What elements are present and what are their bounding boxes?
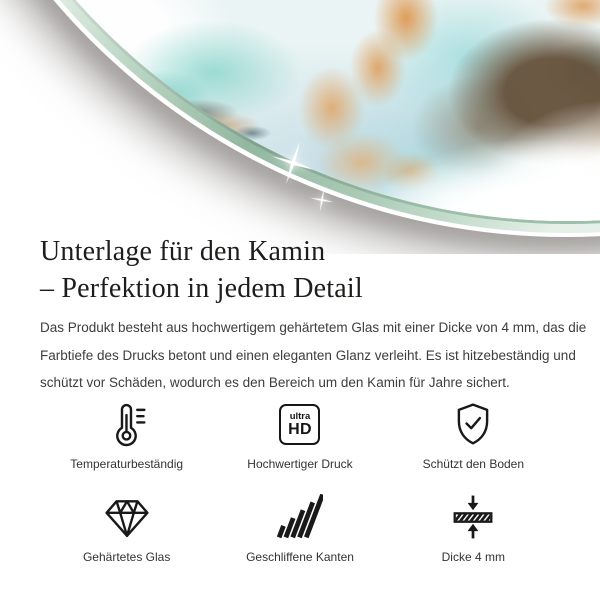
ultra-hd-icon: [279, 401, 320, 448]
sparkle-icon: [308, 186, 336, 214]
page-title: [40, 233, 560, 307]
diamond-icon: [104, 494, 150, 541]
page-title-line1: Unterlage für den Kamin: [40, 236, 326, 267]
ultra-hd-icon-text-bottom: HD: [288, 420, 312, 438]
product-image: [0, 0, 600, 230]
feature-polished-edges: [213, 494, 386, 565]
feature-label: Gehärtetes Glas: [82, 549, 171, 564]
polished-edges-icon: [277, 494, 323, 541]
feature-grid: [40, 401, 560, 565]
feature-label: Dicke 4 mm: [441, 549, 505, 564]
product-description-text: [40, 314, 587, 397]
shield-check-icon: [450, 401, 496, 448]
feature-label: Geschliffene Kanten: [246, 549, 354, 564]
feature-label: Hochwertiger Druck: [247, 456, 353, 471]
thickness-arrows-icon: [450, 494, 496, 541]
description-line: Das Produkt besteht aus hochwertigem gehärtetem Glas mit einer Dicke von 4 mm, das die: [40, 320, 587, 335]
feature-thickness-4mm: [387, 494, 560, 565]
feature-label: Schützt den Boden: [422, 456, 525, 471]
feature-label: Temperaturbeständig: [70, 456, 184, 471]
product-image-clip: [0, 0, 600, 254]
description-line: Farbtiefe des Drucks betont und einen eleganten Glanz verleiht. Es ist hitzebeständig und: [40, 347, 576, 363]
feature-tempered-glass: [40, 494, 213, 565]
description-line: schützt vor Schäden, wodurch es den Bereich um den Kamin für Jahre sichert.: [40, 375, 510, 390]
feature-temperature-resistant: [40, 401, 213, 472]
page-title-line2: – Perfektion in jedem Detail: [40, 273, 363, 304]
feature-protects-floor: [387, 401, 560, 472]
product-description-section: [0, 233, 600, 565]
ultra-hd-icon-text-top: ultra: [289, 410, 311, 422]
thermometer-icon: [104, 401, 150, 448]
feature-high-quality-print: [213, 401, 386, 472]
